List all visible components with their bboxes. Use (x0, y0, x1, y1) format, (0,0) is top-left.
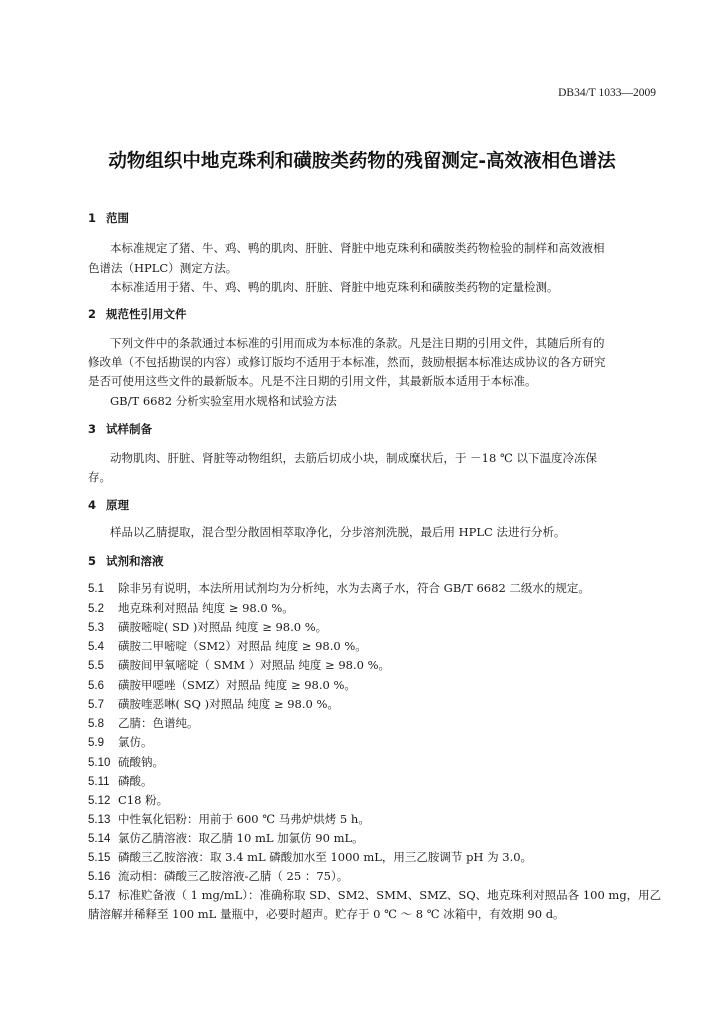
item-number: 5.2 (88, 603, 104, 615)
item-text: 磺胺甲噁唑（SMZ）对照品 纯度 ≥ 98.0 %。 (118, 678, 356, 692)
section-1-line-3: 本标准适用于猪、牛、鸡、鸭的肌肉、肝脏、肾脏中地克珠利和磺胺类药物的定量检测。 (110, 280, 559, 294)
item-number: 5.15 (88, 852, 111, 864)
list-item (88, 754, 164, 770)
section-number: 1 (88, 211, 97, 225)
item-text: 流动相：磷酸三乙胺溶液-乙腈（ 25 ：75）。 (118, 869, 349, 883)
standard-code: DB34/T 1033—2009 (558, 87, 656, 99)
section-number: 5 (88, 554, 97, 568)
section-title: 试样制备 (106, 422, 152, 436)
item-number: 5.14 (88, 833, 111, 845)
item-text: 标准贮备液（ 1 mg/mL）：准确称取 SD、SM2、SMM、SMZ、SQ、地克珠利对照品各 100 mg，用乙 (118, 888, 662, 902)
item-number: 5.12 (88, 795, 111, 807)
list-item (88, 696, 339, 712)
item-text: 中性氧化铝粉：用前于 600 ℃ 马弗炉烘烤 5 h。 (118, 812, 370, 826)
list-item (88, 830, 364, 846)
list-item (88, 580, 590, 596)
item-number: 5.13 (88, 814, 111, 826)
item-number: 5.9 (88, 737, 104, 749)
section-title: 原理 (106, 498, 129, 512)
item-number: 5.11 (88, 776, 110, 788)
section-title: 试剂和溶液 (106, 554, 164, 568)
list-item (88, 619, 327, 635)
item-text: 氯仿乙腈溶液：取乙腈 10 mL 加氯仿 90 mL。 (118, 831, 364, 845)
item-number: 5.1 (88, 583, 104, 595)
section-2-line-2: 修改单（不包括勘误的内容）或修订版均不适用于本标准，然而，鼓励根据本标准达成协议的各方研究 (88, 355, 606, 369)
item-number: 5.4 (88, 641, 104, 653)
section-4-line-1: 样品以乙腈提取，混合型分散固相萃取净化，分步溶剂洗脱，最后用 HPLC 法进行分析。 (110, 525, 566, 539)
item-text: 地克珠利对照品 纯度 ≥ 98.0 %。 (118, 601, 294, 615)
section-5-heading (88, 553, 164, 569)
section-4-heading (88, 497, 129, 513)
section-number: 4 (88, 498, 97, 512)
section-1-line-2: 色谱法（HPLC）测定方法。 (88, 261, 238, 275)
section-3-heading (88, 421, 152, 437)
section-title: 范围 (106, 211, 129, 225)
section-2-heading (88, 306, 187, 322)
section-1-line-1: 本标准规定了猪、牛、鸡、鸭的肌肉、肝脏、肾脏中地克珠利和磺胺类药物检验的制样和高效液相 (110, 241, 605, 255)
section-number: 3 (88, 422, 97, 436)
list-item (88, 868, 348, 884)
item-text: 磷酸。 (118, 774, 153, 788)
item-text: 磷酸三乙胺溶液：取 3.4 mL 磷酸加水至 1000 mL，用三乙胺调节 pH 为 3.0。 (118, 850, 533, 864)
section-3-line-2: 存。 (88, 470, 111, 484)
list-item (88, 657, 390, 673)
item-text: 磺胺喹恶啉( SQ )对照品 纯度 ≥ 98.0 %。 (118, 697, 339, 711)
item-text: 乙腈：色谱纯。 (118, 716, 199, 730)
item-text: C18 粉。 (118, 793, 169, 807)
section-2-line-1: 下列文件中的条款通过本标准的引用而成为本标准的条款。凡是注日期的引用文件，其随后所有的 (110, 336, 605, 350)
item-number: 5.8 (88, 718, 104, 730)
item-number: 5.3 (88, 622, 104, 634)
item-number: 5.10 (88, 757, 111, 769)
section-number: 2 (88, 307, 97, 321)
section-2-reference: GB/T 6682 分析实验室用水规格和试验方法 (110, 394, 337, 408)
list-item (88, 715, 199, 731)
item-text: 除非另有说明，本法所用试剂均为分析纯，水为去离子水，符合 GB/T 6682 二级水的规定。 (118, 581, 590, 595)
list-item (88, 811, 370, 827)
list-item (88, 887, 661, 903)
section-title: 规范性引用文件 (106, 307, 187, 321)
document-title: 动物组织中地克珠利和磺胺类药物的残留测定-高效液相色谱法 (108, 151, 616, 172)
item-continuation: 腈溶解并稀释至 100 mL 量瓶中，必要时超声。贮存于 0 ℃ ～ 8 ℃ 冰箱中，有效期 90 d。 (88, 907, 565, 921)
list-item (88, 792, 168, 808)
item-number: 5.7 (88, 699, 104, 711)
item-number: 5.16 (88, 871, 111, 883)
item-text: 磺胺二甲嘧啶（SM2）对照品 纯度 ≥ 98.0 %。 (118, 639, 367, 653)
item-text: 硫酸钠。 (118, 755, 164, 769)
list-item (88, 677, 356, 693)
section-1-heading (88, 210, 129, 226)
section-2-line-3: 是否可使用这些文件的最新版本。凡是不注日期的引用文件，其最新版本适用于本标准。 (88, 374, 537, 388)
item-text: 氯仿。 (118, 735, 153, 749)
section-3-line-1: 动物肌肉、肝脏、肾脏等动物组织，去筋后切成小块，制成糜状后，于 －18 ℃ 以下温度冷冻保 (110, 451, 597, 465)
item-number: 5.6 (88, 680, 104, 692)
item-text: 磺胺间甲氧嘧啶（ SMM ）对照品 纯度 ≥ 98.0 %。 (118, 658, 391, 672)
list-item (88, 773, 153, 789)
item-number: 5.5 (88, 660, 104, 672)
list-item (88, 734, 153, 750)
list-item (88, 849, 532, 865)
item-number: 5.17 (88, 890, 111, 902)
item-text: 磺胺嘧啶( SD )对照品 纯度 ≥ 98.0 %。 (118, 620, 328, 634)
list-item (88, 638, 367, 654)
list-item (88, 600, 294, 616)
